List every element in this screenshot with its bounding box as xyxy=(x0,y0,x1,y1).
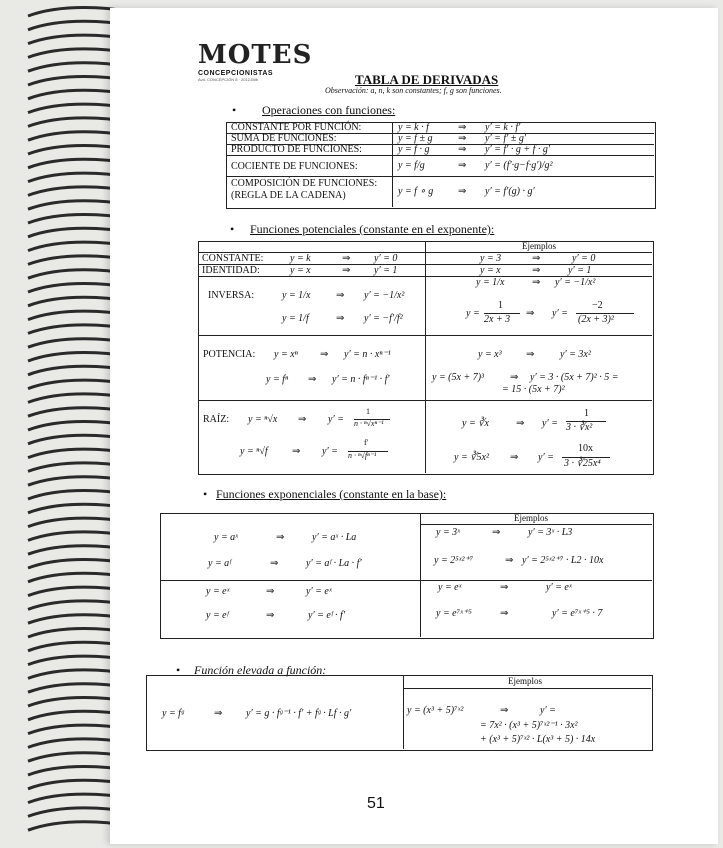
arrow: ⇒ xyxy=(336,290,345,301)
pot-row-line xyxy=(198,400,652,401)
ex-expr: y = ∛x xyxy=(462,418,489,429)
pot-expr: y = k xyxy=(290,253,311,264)
arrow: ⇒ xyxy=(510,372,519,383)
fraction-den: 3 · ∛25x⁴ xyxy=(564,458,601,469)
fraction-num: 10x xyxy=(578,443,593,454)
ops-label: CONSTANTE POR FUNCIÓN: xyxy=(231,122,362,133)
ops-row-line xyxy=(226,155,654,156)
ex-expr: y = e⁷ˣ⁺⁵ xyxy=(436,608,472,619)
arrow: ⇒ xyxy=(526,349,535,360)
pot-row-line xyxy=(198,335,652,336)
ex-result: y′ = 1 xyxy=(568,265,592,276)
ejemplos-header: Ejemplos xyxy=(508,676,542,686)
ex-result: y′ = 3x² xyxy=(560,349,591,360)
ff-row-line xyxy=(403,688,651,689)
arrow: ⇒ xyxy=(320,349,329,360)
ex-expr: y = (x³ + 5)⁷ˣ² xyxy=(407,705,464,716)
exp-expr: y = aᶠ xyxy=(208,558,231,569)
arrow: ⇒ xyxy=(214,708,223,719)
arrow: ⇒ xyxy=(308,374,317,385)
fraction-den: 3 · ∛x² xyxy=(566,422,593,433)
ops-expr: y = f ± g xyxy=(398,133,433,144)
exp-result: y′ = eˣ xyxy=(306,586,332,597)
ex-result: y′ = 2⁵ˣ²⁺⁷ · L2 · 10x xyxy=(522,555,604,566)
exp-expr: y = eᶠ xyxy=(206,610,229,621)
fraction-num: 1 xyxy=(366,407,370,416)
arrow: ⇒ xyxy=(266,610,275,621)
arrow: ⇒ xyxy=(532,253,541,264)
pot-expr: y = xⁿ xyxy=(274,349,298,360)
arrow: ⇒ xyxy=(270,558,279,569)
ops-result: y′ = (f′·g−f·g′)/g² xyxy=(485,160,553,171)
ex-expr: y = (5x + 7)³ xyxy=(432,372,485,383)
ejemplos-header: Ejemplos xyxy=(522,241,556,251)
pot-expr: y = 1/f xyxy=(282,313,309,324)
exp-expr: y = aˣ xyxy=(214,532,239,543)
ex-expr: y = 2⁵ˣ²⁺⁷ xyxy=(434,555,474,566)
ops-expr: y = f ∘ g xyxy=(398,186,434,197)
fraction-den: n · ⁿ√fⁿ⁻¹ xyxy=(348,451,377,460)
arrow: ⇒ xyxy=(342,253,351,264)
arrow: ⇒ xyxy=(458,122,467,133)
pot-expr: y = ⁿ√f xyxy=(240,446,268,457)
fraction-num: f′ xyxy=(364,438,369,447)
ex-expr: y = eˣ xyxy=(438,582,462,593)
arrow: ⇒ xyxy=(505,555,514,566)
ex-expr: y = 3ˣ xyxy=(436,527,461,538)
ex-lhs: y′ = xyxy=(538,452,554,463)
ff-expr: y = fᵍ xyxy=(162,708,184,719)
pot-label: RAÍZ: xyxy=(203,414,230,425)
ff-result: y′ = g · fᵍ⁻¹ · f′ + fᵍ · Lf · g′ xyxy=(246,708,352,719)
page-subtitle: Observación: a, n, k son constantes; f, g son funciones. xyxy=(325,86,502,95)
fraction-num: −2 xyxy=(592,300,603,311)
ex-result: y′ = e⁷ˣ⁺⁵ · 7 xyxy=(552,608,603,619)
arrow: ⇒ xyxy=(458,186,467,197)
bullet-icon: • xyxy=(176,663,181,677)
section-operaciones: Operaciones con funciones: xyxy=(262,103,396,117)
ex-result: y′ = 0 xyxy=(572,253,596,264)
pot-label: INVERSA: xyxy=(208,290,255,301)
exp-row-line xyxy=(420,524,652,525)
exp-divider xyxy=(420,513,421,637)
arrow: ⇒ xyxy=(292,446,301,457)
arrow: ⇒ xyxy=(458,160,467,171)
ex-result: y′ = 3ˣ · L3 xyxy=(528,527,573,538)
pot-result: y′ = n · xⁿ⁻¹ xyxy=(344,349,391,360)
exp-row-line xyxy=(160,580,652,581)
arrow: ⇒ xyxy=(458,144,467,155)
bullet-icon: • xyxy=(203,487,208,501)
pot-result: y′ = xyxy=(322,446,338,457)
section-funcion-elevada: Función elevada a función: xyxy=(194,663,327,677)
ejemplos-header: Ejemplos xyxy=(514,513,548,523)
ops-label: COCIENTE DE FUNCIONES: xyxy=(231,161,358,172)
ops-result: y′ = f′(g) · g′ xyxy=(485,186,535,197)
ops-result: y′ = f′ · g + f · g′ xyxy=(485,144,551,155)
section-potenciales: Funciones potenciales (constante en el exponente): xyxy=(250,222,495,236)
pot-result: y′ = 1 xyxy=(374,265,398,276)
ops-divider xyxy=(392,122,393,207)
fraction-den: (2x + 3)² xyxy=(578,314,614,325)
fraction-den: 2x + 3 xyxy=(484,314,511,325)
arrow: ⇒ xyxy=(342,265,351,276)
arrow: ⇒ xyxy=(492,527,501,538)
arrow: ⇒ xyxy=(336,313,345,324)
exp-result: y′ = aᶠ · La · f′ xyxy=(306,558,362,569)
ex-result: y′ = 3 · (5x + 7)² · 5 = xyxy=(530,372,619,383)
pot-expr: y = ⁿ√x xyxy=(248,414,278,425)
logo-subtitle: CONCEPCIONISTAS xyxy=(198,70,274,77)
page-number: 51 xyxy=(367,795,385,812)
logo-text: MOTES xyxy=(198,40,313,70)
pot-result: y′ = −1/x² xyxy=(364,290,405,301)
fraction-num: 1 xyxy=(584,408,589,419)
bullet-icon: • xyxy=(232,103,237,117)
ex-lhs: y′ = xyxy=(552,308,568,319)
pot-result: y′ = n · fⁿ⁻¹ · f′ xyxy=(332,374,390,385)
fraction-num: 1 xyxy=(498,300,503,311)
ex-lhs: y′ = xyxy=(542,418,558,429)
pot-label: IDENTIDAD: xyxy=(202,265,260,276)
ex-result: y′ = −1/x² xyxy=(555,277,596,288)
arrow: ⇒ xyxy=(298,414,307,425)
section-exponenciales: Funciones exponenciales (constante en la base): xyxy=(216,487,447,501)
ex-result: y′ = eˣ xyxy=(546,582,572,593)
arrow: ⇒ xyxy=(532,277,541,288)
logo-address: Avd. CONCEPCIÓN 8 · 2012-Bilb xyxy=(198,77,258,82)
arrow: ⇒ xyxy=(276,532,285,543)
bullet-icon: • xyxy=(230,222,235,236)
ops-result: y′ = k · f′ xyxy=(485,122,521,133)
fraction-den: n · ⁿ√xⁿ⁻¹ xyxy=(354,419,384,428)
ops-result: y′ = f′ ± g′ xyxy=(485,133,527,144)
arrow: ⇒ xyxy=(532,265,541,276)
ff-divider xyxy=(403,675,404,749)
ops-expr: y = k · f xyxy=(398,122,429,133)
pot-result: y′ = 0 xyxy=(374,253,398,264)
ex-expr: y = 3 xyxy=(480,253,502,264)
ops-expr: y = f · g xyxy=(398,144,430,155)
arrow: ⇒ xyxy=(266,586,275,597)
ops-expr: y = f/g xyxy=(398,160,425,171)
ex-expr: y = 1/x xyxy=(476,277,505,288)
ex-expr: y = x³ xyxy=(478,349,502,360)
pot-expr: y = fⁿ xyxy=(266,374,289,385)
arrow: ⇒ xyxy=(458,133,467,144)
ops-label: SUMA DE FUNCIONES: xyxy=(231,133,337,144)
arrow: ⇒ xyxy=(500,608,509,619)
ops-row-line xyxy=(226,176,654,177)
pot-expr: y = 1/x xyxy=(282,290,311,301)
logo xyxy=(198,40,313,82)
arrow: ⇒ xyxy=(510,452,519,463)
page-title: TABLA DE DERIVADAS xyxy=(355,72,499,87)
ex-result: = 7x² · (x³ + 5)⁷ˣ²⁻¹ · 3x² xyxy=(480,720,578,731)
pot-label: POTENCIA: xyxy=(203,349,256,360)
exp-result: y′ = aˣ · La xyxy=(312,532,357,543)
arrow: ⇒ xyxy=(516,418,525,429)
pot-expr: y = x xyxy=(290,265,311,276)
ops-label: COMPOSICIÓN DE FUNCIONES: (REGLA DE LA CADENA) xyxy=(231,178,378,201)
ex-result: + (x³ + 5)⁷ˣ² · L(x³ + 5) · 14x xyxy=(480,734,596,745)
ex-lhs: y = xyxy=(466,308,480,319)
ex-result: = 15 · (5x + 7)² xyxy=(502,384,565,395)
exp-result: y′ = eᶠ · f′ xyxy=(308,610,346,621)
ex-expr: y = ∛5x² xyxy=(454,452,489,463)
arrow: ⇒ xyxy=(500,582,509,593)
pot-label: CONSTANTE: xyxy=(202,253,264,264)
ex-result: y′ = xyxy=(540,705,556,716)
exp-expr: y = eˣ xyxy=(206,586,230,597)
ex-expr: y = x xyxy=(480,265,501,276)
pot-result: y′ = −f′/f² xyxy=(364,313,403,324)
arrow: ⇒ xyxy=(500,705,509,716)
pot-result: y′ = xyxy=(328,414,344,425)
arrow: ⇒ xyxy=(526,308,535,319)
ops-label: PRODUCTO DE FUNCIONES: xyxy=(231,144,362,155)
